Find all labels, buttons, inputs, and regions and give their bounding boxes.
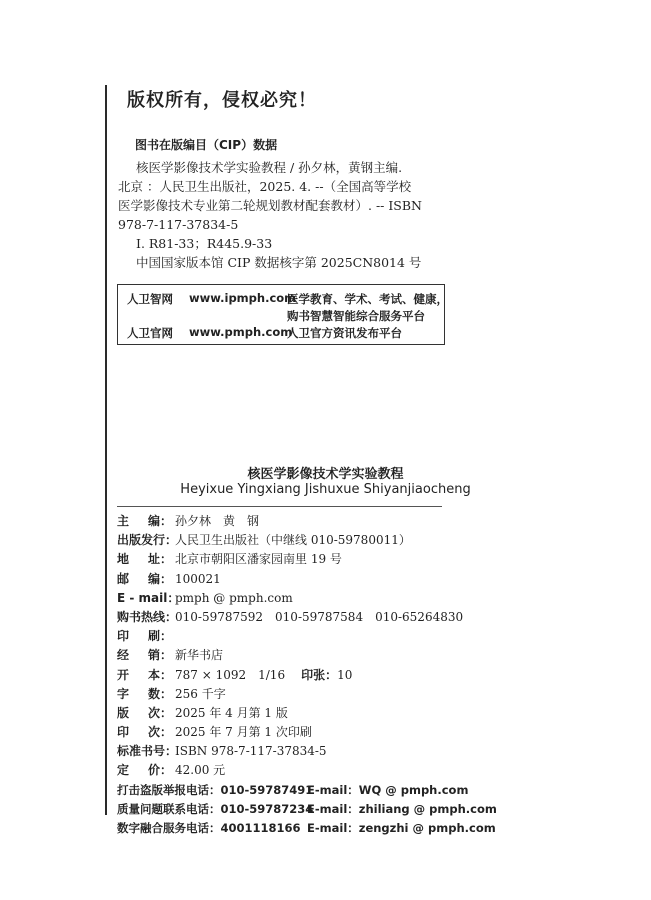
cip-line: 中国国家版本馆 CIP 数据核字第 2025CN8014 号 (136, 255, 422, 270)
sheets-value: 10 (337, 667, 353, 682)
cip-line: 核医学影像技术学实验教程 / 孙夕林，黄钢主编. (136, 160, 403, 175)
info-value: ISBN 978-7-117-37834-5 (175, 744, 327, 759)
book-title-pinyin: Heyixue Yingxiang Jishuxue Shiyanjiaocheng (180, 482, 471, 497)
info-row-price (117, 761, 497, 780)
info-label: 字 数： (117, 686, 172, 701)
site-name-ipmph: 人卫智网 (127, 292, 173, 306)
contact-phone: 数字融合服务电话：4001118166 (117, 821, 301, 835)
info-label: 地 址： (117, 552, 172, 567)
info-label: 主 编： (117, 514, 172, 528)
contact-phone: 打击盗版举报电话：010-59787491 (117, 782, 314, 797)
info-value: 2025 年 7 月第 1 次印刷 (175, 725, 312, 740)
info-value: 2025 年 4 月第 1 版 (175, 705, 288, 720)
info-value[interactable]: pmph @ pmph.com (175, 590, 293, 605)
info-label: 购书热线： (117, 609, 178, 624)
contact-email[interactable]: E-mail：zengzhi @ pmph.com (307, 821, 496, 835)
info-label: 版 次： (117, 705, 172, 720)
site-desc-pmph: 人卫官方资讯发布平台 (287, 326, 402, 340)
contact-phone: 质量问题联系电话：010-59787234 (117, 801, 314, 816)
site-name-pmph: 人卫官网 (127, 326, 173, 340)
publication-info (117, 512, 497, 838)
cip-title: 图书在版编目（CIP）数据 (135, 138, 278, 152)
contact-email[interactable]: E-mail：zhiliang @ pmph.com (307, 801, 497, 816)
info-label: 邮 编： (117, 571, 172, 586)
copyright-notice: 版权所有，侵权必究！ (127, 90, 317, 111)
contact-email[interactable]: E-mail：WQ @ pmph.com (307, 782, 469, 797)
contact-row-piracy (117, 781, 497, 800)
info-value: 256 千字 (175, 686, 226, 701)
info-row-email (117, 589, 497, 608)
cip-line: Ⅰ. R81-33；R445.9-33 (136, 236, 273, 251)
info-row-printer (117, 627, 497, 646)
info-row-printing (117, 723, 497, 742)
info-row-words (117, 685, 497, 704)
info-value (172, 627, 175, 646)
site-url-pmph[interactable]: www.pmph.com (189, 325, 293, 339)
cip-record (118, 158, 422, 272)
cip-line: 978-7-117-37834-5 (118, 217, 239, 232)
info-value: 新华书店 (175, 648, 224, 663)
info-label: 印 次： (117, 725, 172, 740)
info-value: 010-59787592 010-59787584 010-65264830 (175, 609, 464, 624)
site-desc-ipmph-a: 医学教育、学术、考试、健康， (287, 292, 448, 306)
info-row-postcode (117, 570, 497, 589)
info-value: 孙夕林 黄 钢 (175, 514, 260, 528)
book-title: 核医学影像技术学实验教程 (247, 467, 404, 482)
info-row-format (117, 666, 497, 685)
info-label: 标准书号： (117, 744, 178, 759)
info-label: 定 价： (117, 763, 172, 778)
site-url-ipmph[interactable]: www.ipmph.com (189, 291, 297, 305)
info-row-publisher (117, 531, 497, 550)
info-label: 开 本： (117, 667, 172, 682)
info-value: 42.00 元 (175, 763, 226, 778)
info-value: 100021 (175, 571, 221, 586)
margin-rule (105, 85, 107, 815)
info-label: E - mail： (117, 590, 180, 605)
info-row-distributor (117, 646, 497, 665)
site-desc-ipmph-b: 购书智慧智能综合服务平台 (287, 309, 425, 323)
info-label: 印 刷： (117, 629, 172, 644)
info-value: 北京市朝阳区潘家园南里 19 号 (175, 552, 342, 567)
info-value: 人民卫生出版社（中继线 010-59780011） (175, 533, 411, 548)
website-box (117, 284, 448, 345)
info-row-hotline (117, 608, 497, 627)
contact-row-quality (117, 800, 497, 819)
info-value: 787 × 1092 1/16 印张：10 (175, 667, 353, 682)
info-row-isbn (117, 742, 497, 761)
divider (117, 506, 442, 507)
contact-row-digital (117, 819, 497, 838)
cip-line: 北京 ：人民卫生出版社，2025. 4. --（全国高等学校 (118, 179, 412, 194)
info-row-edition (117, 704, 497, 723)
info-label: 出版发行： (117, 533, 178, 548)
info-label: 经 销： (117, 648, 172, 663)
cip-line: 医学影像技术专业第二轮规划教材配套教材）. -- ISBN (118, 198, 422, 213)
sheets-label: 印张： (301, 667, 338, 682)
info-row-address (117, 550, 497, 569)
info-row-editor (117, 512, 497, 531)
